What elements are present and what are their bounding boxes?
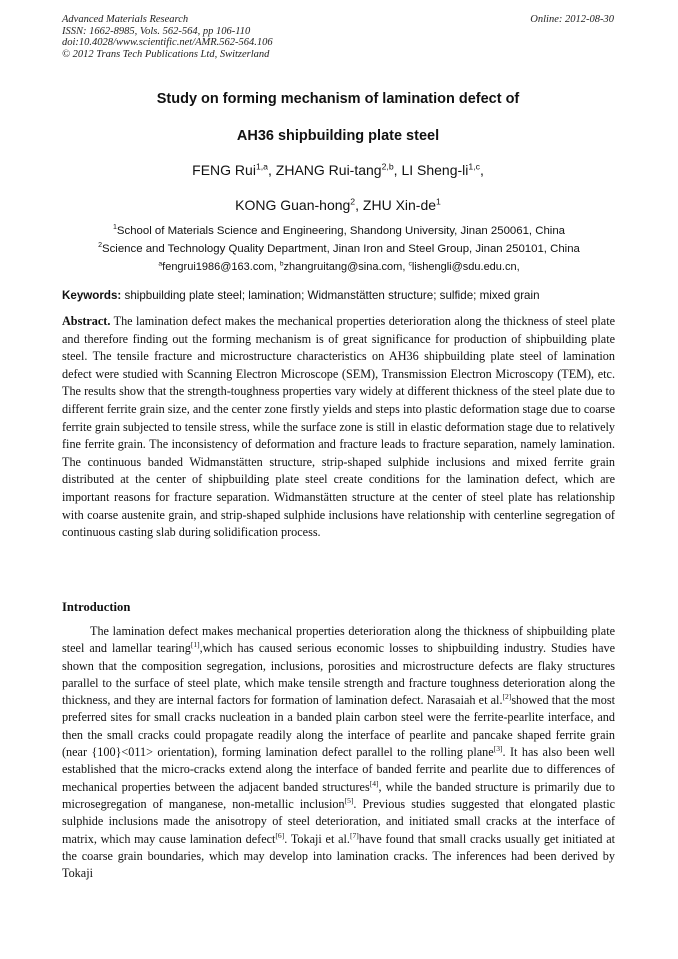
authors-line-1: FENG Rui$^{1,a}$, ZHANG Rui-tang$^{2,b}$, LI Sheng-li$^{1,c}$,: [192, 161, 484, 178]
affiliation-text: Science and Technology Quality Department, Jinan Iron and Steel Group, Jinan 250101, China: [102, 243, 580, 255]
intro-text: . Previous studies suggested that elongated plastic sulphide inclusions made the anisotropy of steel deterioration, and initiated small cracks at the interface of matrix, which may cause lamination defect: [62, 796, 615, 846]
affiliation-sup: 1: [112, 224, 117, 232]
intro-text: . It has also been well established that the micro-cracks extend along the interface of banded ferrite and pearlite due to differences of mechanical properties between the adjacent banded structures: [62, 745, 615, 794]
citation-ref: [2]: [502, 692, 512, 702]
paper-title-line-1: Study on forming mechanism of lamination defect of: [156, 91, 520, 107]
author-sup: 2: [350, 196, 356, 207]
citation-ref: [5]: [344, 795, 354, 805]
abstract-text: The lamination defect makes the mechanical properties deterioration along the thickness of steel plate and therefore finding out the forming mechanism is of great significance for production of shipbuilding plate steel. The tensile fracture and microstructure characteristics on AH36 shipbuilding plate steel of lamination defect were studied with Scanning Electron Microscope (SEM), Transmission Electron Microscopy (TEM), etc. The results show that the strength-toughness properties vary widely at different thickness of the steel plate due to different ferrite grain size, and the center zone firstly yields and steps into plastic deformation stage due to coarse ferrite grain subjected to tensile stress, while the surface zone is still in elastic deformation stage due to relatively fine ferrite grain. The inconsistency of deformation and fracture leads to fracture separation, namely lamination. The continuous banded Widmanstätten structure, strip-shaped sulphide inclusions and mixed ferrite grain distributed at the center of shipbuilding plate steel create conditions for the lamination defect, which are important reasons for fracture separation. Widmanstätten structure at the center of steel plate has relationship with coarse austenite grain, and strip-shaped sulphide inclusions have relationship with centerline segregation of continuous casting slab during solidification process.: [62, 314, 616, 540]
email-c[interactable]: lishengli@sdu.edu.cn: [411, 261, 517, 273]
abstract-label: Abstract.: [62, 314, 111, 328]
email-sup: c: [408, 260, 412, 268]
citation-ref: [7]: [349, 830, 359, 840]
keywords-label: Keywords:: [62, 289, 122, 302]
citation-ref: [4]: [369, 778, 379, 788]
author-name: ZHANG Rui-tang: [275, 162, 382, 178]
affiliation-1: [40, 225, 638, 237]
authors-line-2: KONG Guan-hong$^2$, ZHU Xin-$de^1$: [235, 196, 441, 213]
author-name: LI Sheng-li: [401, 162, 469, 178]
abstract: [62, 313, 615, 542]
intro-text: have found that small cracks usually get initiated at the coarse grain boundaries, which may develop into lamination cracks. The inferences had been derived by Tokaji: [62, 831, 615, 881]
journal-header: [62, 14, 614, 60]
email-sup: b: [279, 260, 284, 268]
author-sup: 1: [436, 196, 441, 207]
citation-ref: [1]: [190, 640, 200, 650]
email-line: $^a$fengrui1986@163.com, $^b$zhangruitang@sina.com, $^c$lishengli@sdu.edu.cn,: [158, 260, 520, 273]
copyright-line: © 2012 Trans Tech Publications Ltd, Switzerland: [62, 48, 270, 60]
author-name: ZHU Xin-de: [362, 197, 437, 213]
author-sup: 1,a: [255, 161, 268, 172]
paper-title-line-2: AH36 shipbuilding plate steel: [236, 128, 440, 144]
intro-text: , while the banded structure is primarily due to microsegregation of manganese, non-metallic inclusion: [62, 779, 615, 811]
introduction-heading: Introduction: [62, 600, 131, 614]
author-name: FENG Rui: [192, 162, 256, 178]
journal-name: Advanced Materials Research: [62, 14, 189, 25]
author-sup: 1,c: [468, 161, 480, 172]
keywords: [62, 289, 622, 302]
doi-line: doi:10.4028/www.scientific.net/AMR.562-564.106: [62, 37, 273, 49]
affiliation-text: School of Materials Science and Engineering, Shandong University, Jinan 250061, China: [116, 225, 566, 237]
email-a[interactable]: fengrui1986@163.com: [162, 261, 274, 273]
author-name: KONG Guan-hong: [235, 197, 351, 213]
intro-text: showed that the most preferred sites for small cracks nucleation in a banded plain carbon steel were the ferrite-pearlite interface, and then the small cracks could propagate readily along the interface of pearlite and pancake shaped ferrite grain (near {100}<011> orientation), forming lamination defect parallel to the rolling plane: [62, 693, 615, 760]
citation-ref: [6]: [275, 830, 285, 840]
intro-text: The lamination defect makes mechanical properties deterioration along the thickness of shipbuilding plate steel and lamellar tearing: [62, 624, 615, 656]
author-sup: 2,b: [381, 161, 394, 172]
intro-text: ,which has caused serious economic losses to shipbuilding industry. Studies have shown that the composition segregation, inclusions, porosities and microstructure defects are flaky structures parallel to the surface of steel plate, which make tensile strength and fracture toughness deterioration along the thickness, and they are internal factors for formation of lamination defect. Narasaiah et al.: [62, 641, 615, 708]
intro-text: . Tokaji et al.: [284, 831, 350, 846]
citation-ref: [3]: [493, 744, 503, 754]
online-date: Online: 2012-08-30: [530, 14, 614, 25]
keywords-text: shipbuilding plate steel; lamination; Widmanstätten structure; sulfide; mixed grain: [124, 289, 540, 302]
introduction-paragraph: [62, 623, 615, 882]
affiliation-sup: 2: [98, 242, 103, 250]
issn-line: ISSN: 1662-8985, Vols. 562-564, pp 106-110: [62, 25, 251, 37]
affiliation-2: [40, 243, 638, 255]
email-b[interactable]: zhangruitang@sina.com: [283, 261, 403, 273]
email-sup: a: [158, 260, 163, 268]
